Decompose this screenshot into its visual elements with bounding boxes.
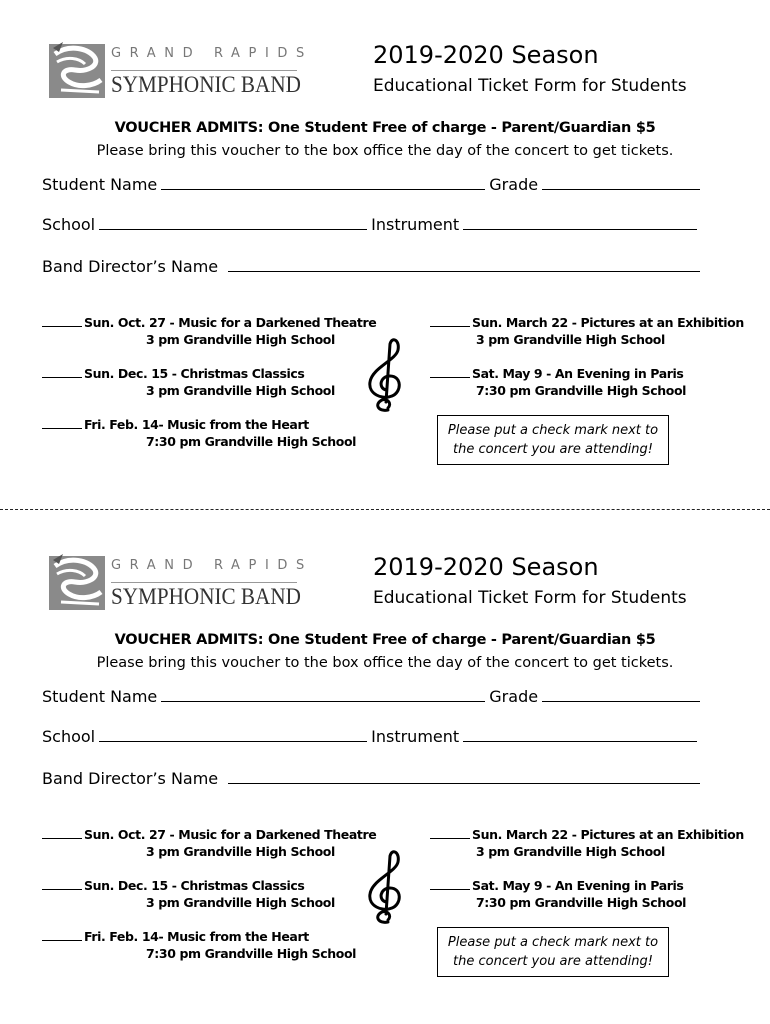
band-director-label: Band Director’s Name (42, 769, 219, 788)
concert-title: Sun. Dec. 15 - Christmas Classics (84, 366, 305, 381)
voucher-instructions: Please bring this voucher to the box office the day of the concert to get tickets. (96, 655, 674, 671)
logo-top-line: GRAND RAPIDS (111, 46, 313, 61)
concert-venue: 7:30 pm Grandville High School (476, 895, 687, 910)
form-subtitle: Educational Ticket Form for Students (373, 76, 687, 96)
instrument-field[interactable] (463, 729, 697, 742)
grade-label: Grade (489, 175, 539, 194)
concert-title: Sat. May 9 - An Evening in Paris (472, 366, 684, 381)
voucher-2 (0, 512, 770, 1017)
treble-clef-icon (364, 850, 408, 926)
concert-checkbox[interactable] (42, 314, 82, 327)
form-subtitle: Educational Ticket Form for Students (373, 588, 687, 608)
band-director-label: Band Director’s Name (42, 257, 219, 276)
check-mark-note (437, 927, 669, 977)
concert-title: Fri. Feb. 14- Music from the Heart (84, 417, 309, 432)
school-label: School (42, 727, 96, 746)
concert-title: Sun. Oct. 27 - Music for a Darkened Theatre (84, 315, 377, 330)
concert-item[interactable] (42, 826, 376, 860)
band-director-field[interactable] (228, 259, 700, 272)
concert-checkbox[interactable] (42, 416, 82, 429)
check-mark-note (437, 415, 669, 465)
concert-item[interactable] (42, 416, 356, 450)
concert-venue: 3 pm Grandville High School (146, 844, 335, 859)
instrument-label: Instrument (371, 727, 460, 746)
concert-venue: 3 pm Grandville High School (476, 844, 665, 859)
concert-item[interactable] (430, 365, 686, 399)
concert-item[interactable] (430, 826, 744, 860)
treble-clef-icon (364, 338, 408, 414)
concert-checkbox[interactable] (430, 877, 470, 890)
note-line-1: Please put a check mark next to (447, 423, 659, 438)
band-logo (49, 552, 313, 614)
student-name-field[interactable] (161, 689, 485, 702)
concert-venue: 7:30 pm Grandville High School (146, 434, 357, 449)
school-field[interactable] (99, 217, 367, 230)
concert-venue: 3 pm Grandville High School (476, 332, 665, 347)
concert-item[interactable] (430, 877, 686, 911)
concert-venue: 3 pm Grandville High School (146, 332, 335, 347)
concert-checkbox[interactable] (42, 826, 82, 839)
concert-checkbox[interactable] (430, 365, 470, 378)
logo-bottom-line: SYMPHONIC BAND (111, 72, 301, 97)
concert-item[interactable] (42, 314, 376, 348)
note-line-1: Please put a check mark next to (447, 935, 659, 950)
voucher-instructions: Please bring this voucher to the box office the day of the concert to get tickets. (96, 143, 674, 159)
concert-checkbox[interactable] (430, 826, 470, 839)
concert-checkbox[interactable] (42, 877, 82, 890)
note-line-2: the concert you are attending! (453, 954, 653, 969)
student-name-row (42, 175, 704, 194)
school-row (42, 215, 701, 234)
voucher-admits: VOUCHER ADMITS: One Student Free of charge - Parent/Guardian $5 (114, 120, 656, 136)
season-title: 2019-2020 Season (373, 41, 599, 69)
note-line-2: the concert you are attending! (453, 442, 653, 457)
season-title: 2019-2020 Season (373, 553, 599, 581)
concert-checkbox[interactable] (430, 314, 470, 327)
concert-title: Sun. Dec. 15 - Christmas Classics (84, 878, 305, 893)
grade-label: Grade (489, 687, 539, 706)
logo-rule (111, 582, 297, 583)
concert-title: Sun. March 22 - Pictures at an Exhibition (472, 827, 744, 842)
concert-item[interactable] (42, 928, 356, 962)
grade-field[interactable] (542, 177, 700, 190)
student-name-label: Student Name (42, 687, 158, 706)
concert-title: Sun. Oct. 27 - Music for a Darkened Theatre (84, 827, 377, 842)
student-name-label: Student Name (42, 175, 158, 194)
student-name-row (42, 687, 704, 706)
logo-top-line: GRAND RAPIDS (111, 558, 313, 573)
voucher-admits: VOUCHER ADMITS: One Student Free of charge - Parent/Guardian $5 (114, 632, 656, 648)
student-name-field[interactable] (161, 177, 485, 190)
school-row (42, 727, 701, 746)
band-logo-icon (49, 40, 111, 102)
concert-checkbox[interactable] (42, 928, 82, 941)
instrument-field[interactable] (463, 217, 697, 230)
school-field[interactable] (99, 729, 367, 742)
concert-title: Fri. Feb. 14- Music from the Heart (84, 929, 309, 944)
concert-checkbox[interactable] (42, 365, 82, 378)
band-director-row (42, 257, 704, 276)
band-logo (49, 40, 313, 102)
band-director-field[interactable] (228, 771, 700, 784)
grade-field[interactable] (542, 689, 700, 702)
concert-title: Sat. May 9 - An Evening in Paris (472, 878, 684, 893)
instrument-label: Instrument (371, 215, 460, 234)
concert-venue: 3 pm Grandville High School (146, 383, 335, 398)
band-director-row (42, 769, 704, 788)
logo-rule (111, 70, 297, 71)
concert-venue: 7:30 pm Grandville High School (146, 946, 357, 961)
concert-title: Sun. March 22 - Pictures at an Exhibition (472, 315, 744, 330)
concert-venue: 3 pm Grandville High School (146, 895, 335, 910)
cut-line-divider (0, 509, 770, 510)
concert-item[interactable] (42, 877, 335, 911)
voucher-1 (0, 0, 770, 505)
concert-venue: 7:30 pm Grandville High School (476, 383, 687, 398)
concert-item[interactable] (42, 365, 335, 399)
logo-bottom-line: SYMPHONIC BAND (111, 584, 301, 609)
concert-item[interactable] (430, 314, 744, 348)
school-label: School (42, 215, 96, 234)
band-logo-icon (49, 552, 111, 614)
